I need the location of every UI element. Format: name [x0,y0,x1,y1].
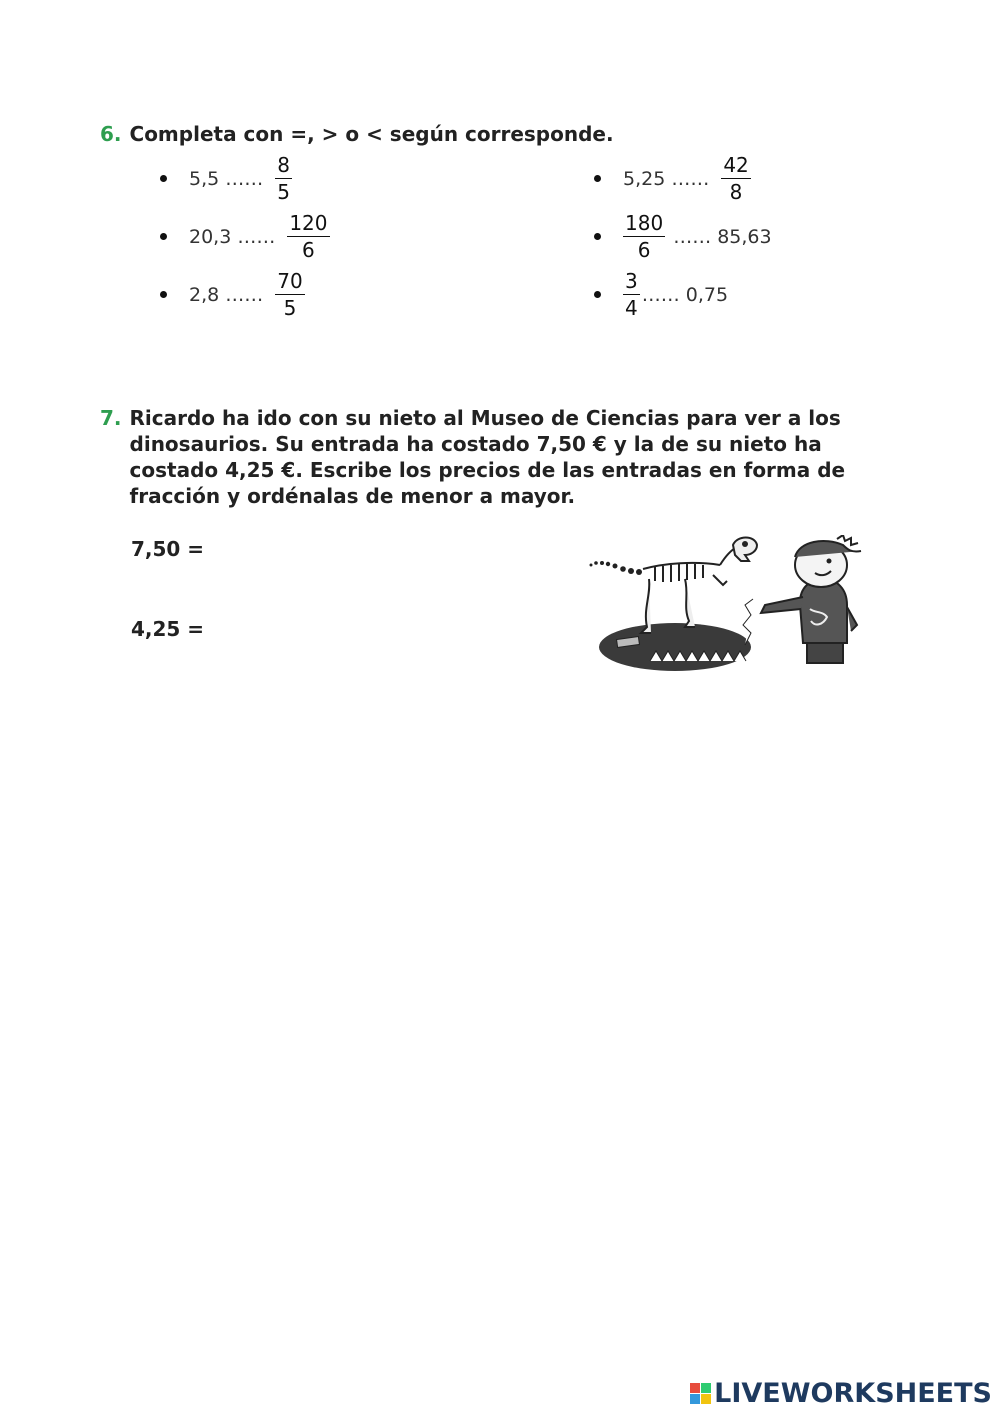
tail-dots [590,561,643,575]
dinosaur-boy-illustration [585,535,875,680]
question-6-text: Completa con =, > o < según corresponde. [129,122,614,146]
boy-figure [761,535,861,663]
fraction-denominator: 6 [637,238,651,262]
liveworksheets-logo-icon [690,1383,712,1405]
fraction-denominator: 8 [729,180,743,204]
answer-line-2[interactable]: 4,25 = [131,617,205,641]
question-7-title [100,405,890,509]
bullet-icon [594,175,601,182]
item-4-blank[interactable]: …… [671,167,710,190]
comparison-item-4 [594,152,751,205]
item-1-left-value: 5,5 [189,167,220,190]
brand-name: LIVEWORKSHEETS [714,1378,992,1409]
fraction-denominator: 5 [277,180,290,204]
comparison-item-1 [160,152,292,205]
fraction-denominator: 4 [625,296,638,320]
item-3-blank[interactable]: …… [225,283,264,306]
fraction-numerator: 180 [625,211,664,235]
liveworksheets-brand[interactable] [690,1378,992,1409]
fraction-numerator: 42 [723,153,749,177]
item-6-right-value: 0,75 [685,283,729,306]
item-4-left-value: 5,25 [623,167,666,190]
item-2-fraction [287,210,329,263]
fraction-denominator: 5 [283,296,297,320]
fraction-numerator: 70 [277,269,303,293]
question-7-text: Ricardo ha ido con su nieto al Museo de Ciencias para ver a los dinosaurios. Su entrada ha costado 7,50 € y la de su nieto ha costado 4,25 €. Escribe los precios de las entradas en forma de fracción y ordénalas de menor a mayor. [129,406,846,508]
item-5-right-value: 85,63 [717,225,772,248]
fraction-numerator: 3 [625,269,638,293]
item-2-left-value: 20,3 [189,225,232,248]
question-7-number: 7. [100,406,122,430]
bullet-icon [160,233,167,240]
item-3-fraction [275,268,304,321]
fraction-numerator: 8 [277,153,290,177]
bullet-icon [594,291,601,298]
bullet-icon [160,175,167,182]
item-1-fraction [275,152,292,205]
comparison-item-5 [594,210,772,263]
item-6-blank[interactable]: …… [641,283,680,306]
item-4-fraction [721,152,750,205]
dinosaur-skeleton [641,547,737,633]
fraction-denominator: 6 [302,238,315,262]
fraction-numerator: 120 [289,211,328,235]
comparison-item-3 [160,268,305,321]
comparison-item-6 [594,268,728,321]
item-1-blank[interactable]: …… [225,167,264,190]
bullet-icon [594,233,601,240]
comparison-item-2 [160,210,330,263]
item-5-blank[interactable]: …… [673,225,712,248]
item-6-fraction [623,268,640,321]
question-6-number: 6. [100,122,122,146]
item-2-blank[interactable]: …… [237,225,276,248]
bullet-icon [160,291,167,298]
item-3-left-value: 2,8 [189,283,220,306]
question-6-title [100,121,614,147]
item-5-fraction [623,210,665,263]
answer-line-1[interactable]: 7,50 = [131,537,205,561]
